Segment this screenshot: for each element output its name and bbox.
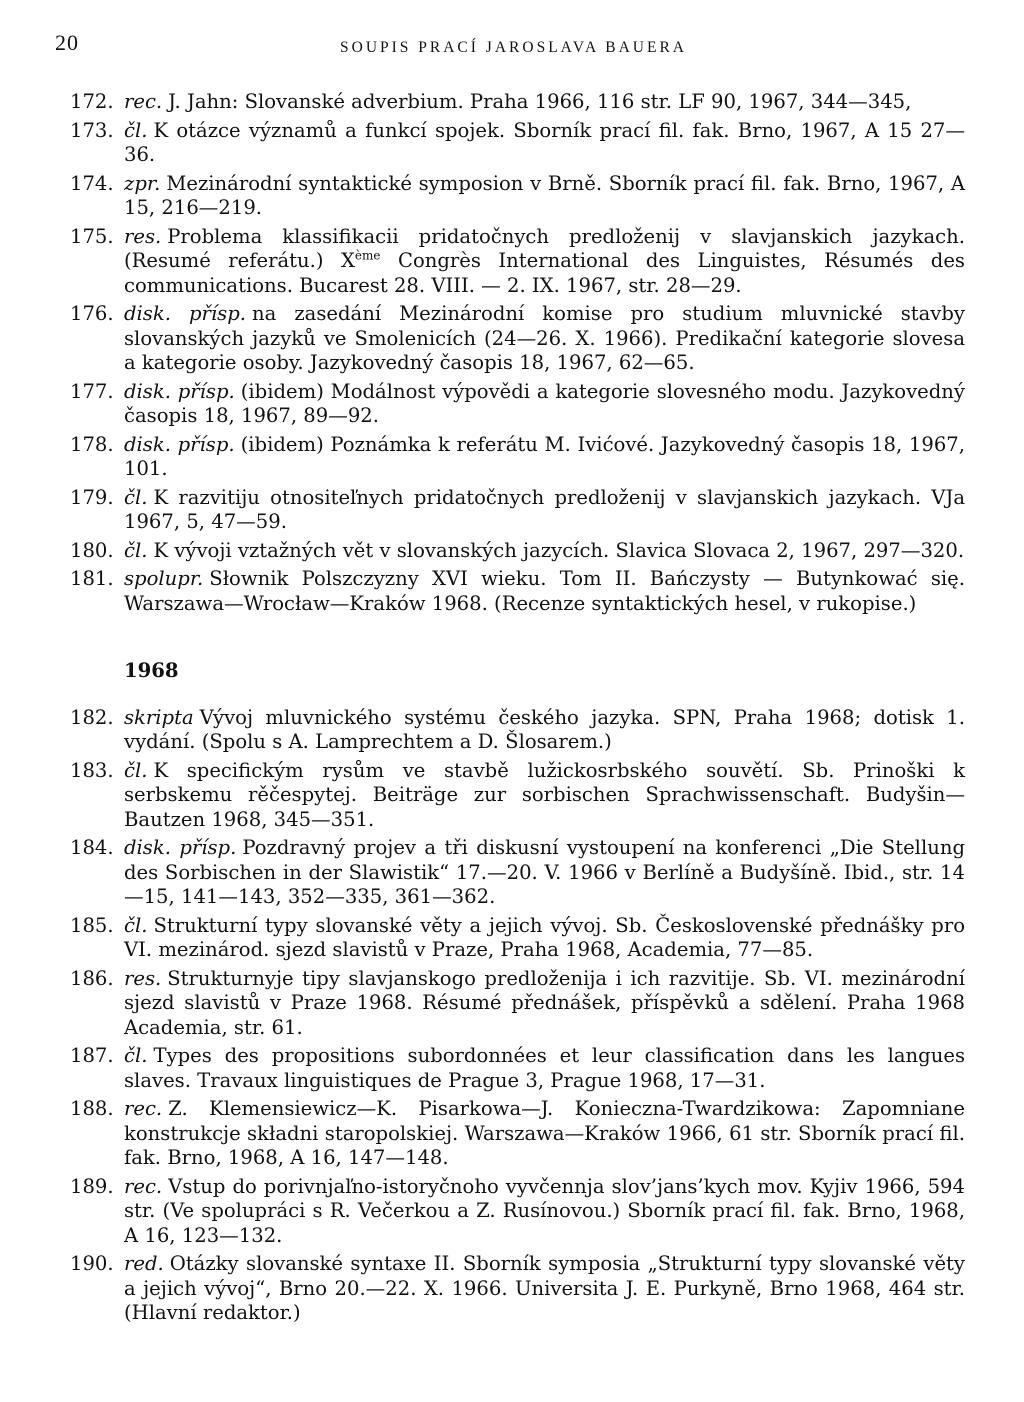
entry-number: 190.	[70, 1252, 114, 1275]
bibliography-entry	[70, 759, 965, 833]
entry-text: Congrès International des Linguistes, Résumés des communications. Bucarest 28. VIII. — 2. IX. 1967, str. 28—29.	[124, 249, 965, 297]
entry-type: čl.	[124, 1044, 148, 1067]
entry-body	[124, 1252, 965, 1324]
bibliography-entry	[70, 486, 965, 535]
bibliography-entry	[70, 836, 965, 910]
entry-number: 188.	[70, 1097, 114, 1120]
entry-text: (ibidem) Poznámka k referátu M. Ivićové. Jazykovedný časopis 18, 1967, 101.	[124, 432, 966, 480]
entry-type: čl.	[124, 758, 148, 782]
entry-text: Strukturní typy slovanské věty a jejich vývoj. Sb. Československé přednášky pro VI. mezinárod. sjezd slavistů v Praze, Praha 1968, Academia, 77—85.	[124, 913, 965, 961]
bibliography-entry	[70, 1097, 965, 1171]
entry-type: rec.	[124, 90, 163, 113]
entry-number: 181.	[70, 567, 114, 590]
entry-number: 174.	[70, 171, 114, 195]
entry-superscript: ème	[354, 248, 381, 263]
entry-body	[124, 433, 965, 481]
bibliography-entry	[70, 539, 965, 564]
entry-number: 177.	[70, 379, 114, 403]
entry-body	[124, 225, 965, 297]
entry-text: (ibidem) Modálnost výpovědi a kategorie slovesného modu. Jazykovedný časopis 18, 1967, 89—92.	[124, 379, 965, 427]
entry-body	[124, 759, 965, 831]
bibliography-list	[70, 90, 965, 1330]
entry-body	[124, 486, 965, 534]
entry-text: Z. Klemensiewicz—K. Pisarkowa—J. Konieczna-Twardzikowa: Zapomniane konstrukcje składni staropolskiej. Warszawa—Kraków 1966, 61 str. Sborník prací fil. fak. Brno, 1968, A 16, 147—148.	[124, 1097, 965, 1169]
entry-text: Problema klassifikacii pridatočnych predloženij v slavjanskich jazykach. (Resumé referátu.) X	[124, 224, 965, 272]
page-header	[55, 30, 975, 60]
entry-body	[124, 302, 965, 374]
entry-body	[124, 1097, 965, 1169]
entry-number: 186.	[70, 966, 114, 990]
entry-type: rec.	[124, 1097, 163, 1120]
entry-type: res.	[124, 966, 162, 990]
bibliography-entry	[70, 433, 965, 482]
entry-number: 182.	[70, 705, 114, 729]
bibliography-entry	[70, 967, 965, 1041]
entry-number: 178.	[70, 432, 114, 456]
bibliography-entry	[70, 1175, 965, 1249]
entry-number: 179.	[70, 485, 114, 509]
entry-body	[124, 706, 965, 754]
entry-text: Otázky slovanské syntaxe II. Sborník symposia „Strukturní typy slovanské věty a jejich vývoj“, Brno 20.—22. X. 1966. Universita J. E. Purkyně, Brno 1968, 464 str. (Hlavní redaktor.)	[124, 1252, 965, 1324]
entries-1967	[70, 90, 965, 616]
entry-number: 184.	[70, 836, 114, 859]
entry-number: 183.	[70, 758, 114, 782]
entry-body	[124, 967, 965, 1039]
entry-type: zpr.	[124, 171, 161, 195]
entry-text: Strukturnyje tipy slavjanskogo predloženija i ich razvitije. Sb. VI. mezinárodní sjezd slavistů v Praze 1968. Résumé přednášek, příspěvků a sdělení. Praha 1968 Academia, str. 61.	[124, 966, 965, 1039]
entry-body	[124, 119, 965, 167]
entry-text: K specifickým rysům ve stavbě lužickosrbského souvětí. Sb. Prinoški k serbskemu rěčespytej. Beiträge zur sorbischen Sprachwissenschaft. Budyšin—Bautzen 1968, 345—351.	[124, 758, 965, 831]
entry-text: Mezinárodní syntaktické symposion v Brně. Sborník prací fil. fak. Brno, 1967, A 15, 216—219.	[124, 171, 965, 219]
entry-number: 180.	[70, 538, 114, 562]
entry-type: disk. přísp.	[124, 432, 235, 456]
entry-number: 175.	[70, 224, 114, 248]
entries-1968	[70, 706, 965, 1326]
bibliography-entry	[70, 302, 965, 376]
entry-type: disk. přísp.	[124, 836, 237, 859]
entry-type: čl.	[124, 913, 148, 937]
entry-body	[124, 914, 965, 962]
entry-text: Pozdravný projev a tři diskusní vystoupení na konferenci „Die Stellung des Sorbischen in der Slawistik“ 17.—20. V. 1966 v Berlíně a Budyšíně. Ibid., str. 14—15, 141—143, 352—335, 361—362.	[124, 836, 965, 908]
entry-body	[124, 380, 965, 428]
entry-text: Types des propositions subordonnées et leur classification dans les langues slaves. Travaux linguistiques de Prague 3, Prague 1968, 17—31.	[124, 1044, 965, 1092]
bibliography-entry	[70, 90, 965, 115]
entry-number: 185.	[70, 913, 114, 937]
entry-text: K vývoji vztažných vět v slovanských jazycích. Slavica Slovaca 2, 1967, 297—320.	[153, 538, 965, 562]
entry-type: čl.	[124, 538, 148, 562]
entry-body	[124, 172, 965, 220]
entry-number: 172.	[70, 90, 114, 113]
bibliography-entry	[70, 119, 965, 168]
bibliography-entry	[70, 1252, 965, 1326]
entry-type: rec.	[124, 1174, 163, 1198]
entry-body	[124, 90, 911, 113]
entry-number: 176.	[70, 302, 114, 325]
entry-type: spolupr.	[124, 567, 204, 590]
year-heading: 1968	[124, 659, 179, 682]
entry-type: red.	[124, 1252, 164, 1275]
entry-text: Vstup do porivnjaľno-istoryčnoho vyvčennja slov’jans’kych mov. Kyjiv 1966, 594 str. (Ve spolupráci s R. Večerkou a Z. Rusínovou.) Sborník prací fil. fak. Brno, 1968, A 16, 123—132.	[124, 1174, 965, 1247]
entry-body	[124, 1044, 965, 1092]
entry-number: 189.	[70, 1174, 114, 1198]
entry-type: čl.	[124, 118, 148, 142]
entry-number: 173.	[70, 118, 114, 142]
entry-type: disk. přísp.	[124, 379, 235, 403]
running-head: SOUPIS PRACÍ JAROSLAVA BAUERA	[340, 39, 687, 56]
entry-type: disk. přísp.	[124, 302, 246, 325]
entry-text: K otázce významů a funkcí spojek. Sborník prací fil. fak. Brno, 1967, A 15 27—36.	[124, 118, 965, 166]
entry-text: Vývoj mluvnického systému českého jazyka. SPN, Praha 1968; dotisk 1. vydání. (Spolu s A. Lamprechtem a D. Šlosarem.)	[124, 705, 965, 753]
bibliography-entry	[70, 380, 965, 429]
entry-body	[124, 836, 965, 908]
entry-text: Słownik Polszczyzny XVI wieku. Tom II. Bańczysty — Butynkować się. Warszawa—Wrocław—Kraków 1968. (Recenze syntaktických hesel, v rukopise.)	[124, 567, 965, 615]
entry-body	[124, 567, 965, 615]
entry-text: J. Jahn: Slovanské adverbium. Praha 1966, 116 str. LF 90, 1967, 344—345,	[168, 90, 912, 113]
entry-text: na zasedání Mezinárodní komise pro studium mluvnické stavby slovanských jazyků ve Smolenicích (24—26. X. 1966). Predikační kategorie slovesa a kategorie osoby. Jazykovedný časopis 18, 1967, 62—65.	[124, 302, 965, 374]
page-number: 20	[55, 30, 79, 55]
bibliography-entry	[70, 567, 965, 616]
entry-type: čl.	[124, 485, 148, 509]
bibliography-entry	[70, 225, 965, 299]
entry-body	[124, 1175, 965, 1247]
bibliography-entry	[70, 1044, 965, 1093]
bibliography-entry	[70, 914, 965, 963]
bibliography-entry	[70, 172, 965, 221]
entry-type: skripta	[124, 705, 194, 729]
entry-type: res.	[124, 224, 162, 248]
entry-number: 187.	[70, 1044, 114, 1067]
entry-text: K razvitiju otnositeľnych pridatočnych predloženij v slavjanskich jazykach. VJa 1967, 5, 47—59.	[124, 485, 965, 533]
bibliography-entry	[70, 706, 965, 755]
entry-body	[124, 539, 964, 562]
